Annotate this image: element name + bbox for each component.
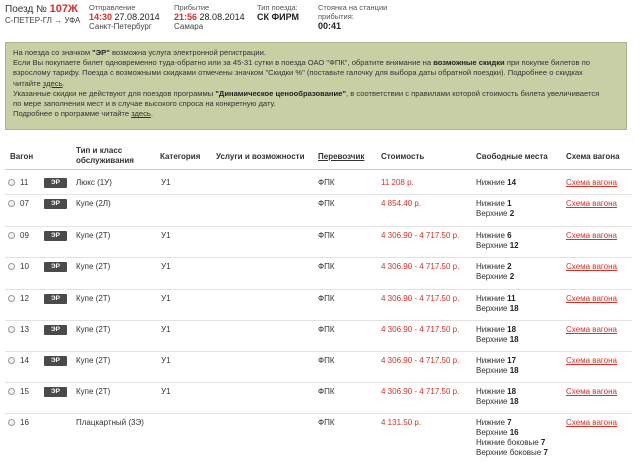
arrival-label: Прибытие — [174, 3, 210, 12]
notice-bold: "ЭР" — [92, 48, 110, 57]
col-type[interactable] — [76, 146, 134, 166]
wagon-number: 14 — [20, 356, 29, 365]
er-badge: ЭР — [44, 231, 67, 241]
seat-kind: Верхние — [476, 304, 510, 313]
wagon-category: У1 — [161, 262, 171, 271]
train-label: Поезд № — [5, 4, 47, 15]
wagon-number: 07 — [20, 199, 29, 208]
seat-kind: Нижние — [476, 387, 508, 396]
notice-bold: возможные скидки — [433, 58, 505, 68]
notice-text: взрослому тарифу. Поезда с возможными скидками отмечены значком "Скидки %" (поставьте галочку для выбора даты обратной поездки). Подробнее о скидках — [13, 68, 583, 78]
wagon-scheme-link[interactable]: Схема вагона — [566, 294, 617, 303]
wagon-price: 11 208 р. — [381, 178, 414, 187]
col-type-line1: Тип и класс — [76, 146, 123, 155]
free-seats-line — [476, 272, 514, 282]
wagon-type: Плацкартный (3Э) — [76, 418, 144, 427]
wagon-number: 13 — [20, 325, 29, 334]
seat-count: 11 — [507, 294, 516, 303]
wagon-category: У1 — [161, 294, 171, 303]
wagon-scheme-link[interactable]: Схема вагона — [566, 231, 617, 240]
table-header — [0, 146, 640, 168]
wagon-select-radio[interactable] — [8, 326, 15, 333]
wagon-select-radio[interactable] — [8, 295, 15, 302]
notice-text: . — [150, 109, 154, 119]
notice-box — [5, 42, 627, 130]
free-seats-line — [476, 428, 519, 438]
wagon-number: 11 — [20, 178, 29, 187]
seat-kind: Верхние боковые — [476, 448, 544, 457]
seat-count: 18 — [507, 325, 517, 334]
row-divider — [5, 194, 632, 195]
wagon-type: Люкс (1У) — [76, 178, 112, 187]
row-divider — [5, 226, 632, 227]
seat-kind: Нижние боковые — [476, 438, 541, 447]
arrival-info — [174, 3, 245, 32]
seat-count: 18 — [509, 366, 519, 375]
wagon-number: 15 — [20, 387, 29, 396]
program-details-link[interactable]: здесь — [131, 109, 151, 119]
stop-value: 00:41 — [318, 21, 342, 31]
seat-count: 16 — [509, 428, 519, 437]
wagon-type: Купе (2Т) — [76, 356, 111, 365]
col-seats[interactable]: Свободные места — [476, 152, 548, 161]
wagon-category: У1 — [161, 231, 171, 240]
seat-kind: Нижние — [476, 178, 508, 187]
free-seats-line — [476, 209, 514, 219]
wagon-select-radio[interactable] — [8, 388, 15, 395]
wagon-price: 4 306.90 - 4 717.50 р. — [381, 262, 460, 271]
er-badge: ЭР — [44, 262, 67, 272]
departure-time: 14:30 — [89, 12, 113, 22]
col-carrier[interactable]: Перевозчик — [318, 152, 365, 161]
table-row — [0, 416, 640, 463]
wagon-scheme-link[interactable]: Схема вагона — [566, 199, 617, 208]
er-badge: ЭР — [44, 178, 67, 188]
wagon-scheme-link[interactable]: Схема вагона — [566, 356, 617, 365]
row-divider — [5, 382, 632, 383]
wagon-scheme-link[interactable]: Схема вагона — [566, 178, 617, 187]
wagon-category: У1 — [161, 178, 171, 187]
free-seats-line — [476, 199, 512, 209]
row-divider — [5, 289, 632, 290]
free-seats-line — [476, 178, 516, 188]
wagon-select-radio[interactable] — [8, 232, 15, 239]
wagon-select-radio[interactable] — [8, 179, 15, 186]
row-divider — [5, 413, 632, 414]
seat-count: 7 — [540, 438, 546, 447]
table-row — [0, 197, 640, 229]
seat-count: 18 — [507, 387, 517, 396]
wagon-carrier: ФПК — [318, 262, 335, 271]
seat-count: 2 — [509, 272, 515, 281]
col-wagon[interactable]: Вагон — [10, 152, 34, 161]
train-route: С-ПЕТЕР-ГЛ → УФА — [5, 16, 81, 25]
wagon-select-radio[interactable] — [8, 200, 15, 207]
seat-count: 2 — [509, 209, 515, 218]
notice-text: возможна услуга электронной регистрации. — [109, 48, 266, 57]
wagon-carrier: ФПК — [318, 387, 335, 396]
table-row — [0, 292, 640, 323]
seat-count: 7 — [543, 448, 548, 457]
departure-date: 27.08.2014 — [114, 12, 160, 22]
seat-kind: Верхние — [476, 335, 510, 344]
arrival-city: Самара — [174, 22, 204, 31]
er-badge: ЭР — [44, 356, 67, 366]
seat-count: 1 — [507, 199, 512, 208]
seat-count: 18 — [509, 335, 519, 344]
col-services: Услуги и возможности — [216, 152, 305, 161]
free-seats-line — [476, 294, 516, 304]
seat-count: 7 — [507, 418, 512, 427]
departure-city: Санкт-Петербург — [89, 22, 152, 31]
notice-bold: "Динамическое ценообразование" — [215, 88, 347, 98]
col-type-line2: обслуживания — [76, 156, 134, 165]
free-seats-line — [476, 325, 516, 335]
seat-kind: Верхние — [476, 397, 510, 406]
header-divider — [5, 169, 632, 170]
wagon-category: У1 — [161, 356, 171, 365]
train-number: 107Ж — [49, 3, 78, 15]
er-badge: ЭР — [44, 325, 67, 335]
wagon-type: Купе (2Т) — [76, 387, 111, 396]
free-seats-line — [476, 304, 519, 314]
notice-text: . — [62, 78, 65, 88]
wagon-scheme-link[interactable]: Схема вагона — [566, 418, 617, 427]
wagon-price: 4 306.90 - 4 717.50 р. — [381, 325, 460, 334]
wagon-carrier: ФПК — [318, 356, 335, 365]
wagon-number: 12 — [20, 294, 29, 303]
notice-text: На поезда со значком — [13, 48, 93, 57]
train-type-label: Тип поезда: — [257, 3, 298, 12]
wagon-price: 4 306.90 - 4 717.50 р. — [381, 231, 460, 240]
table-row — [0, 385, 640, 416]
notice-text: по мере заполнения мест и в случае высокого спроса на конкретную дату. — [13, 99, 276, 109]
seat-count: 14 — [507, 178, 517, 187]
train-type-info — [257, 3, 299, 22]
wagon-carrier: ФПК — [318, 231, 335, 240]
wagon-price: 4 306.90 - 4 717.50 р. — [381, 356, 460, 365]
col-scheme: Схема вагона — [566, 152, 620, 161]
train-type-value: СК ФИРМ — [257, 12, 300, 22]
train-info — [5, 3, 80, 26]
seat-kind: Нижние — [476, 199, 508, 208]
seat-kind: Нижние — [476, 231, 508, 240]
departure-info — [89, 3, 160, 32]
free-seats-line — [476, 231, 512, 241]
free-seats-line — [476, 387, 516, 397]
notice-text: при покупке билетов по — [504, 58, 591, 68]
free-seats-line — [476, 448, 548, 458]
notice-text: Подробнее о программе читайте — [13, 109, 132, 119]
er-badge: ЭР — [44, 199, 67, 209]
wagon-number: 09 — [20, 231, 29, 240]
wagon-category: У1 — [161, 325, 171, 334]
seat-count: 18 — [509, 397, 519, 406]
arrival-date: 28.08.2014 — [199, 12, 245, 22]
wagon-select-radio[interactable] — [8, 263, 15, 270]
seat-count: 12 — [509, 241, 519, 250]
col-price[interactable]: Стоимость — [381, 152, 425, 161]
stop-info — [318, 3, 387, 31]
wagon-carrier: ФПК — [318, 325, 335, 334]
seat-kind: Нижние — [476, 418, 508, 427]
free-seats-line — [476, 241, 519, 251]
table-row — [0, 260, 640, 292]
notice-text: , в соответствии с правилами которой стоимость билета увеличивается — [346, 88, 600, 98]
free-seats-line — [476, 438, 545, 448]
seat-count: 17 — [507, 356, 517, 365]
seat-kind: Нижние — [476, 356, 508, 365]
wagon-price: 4 306.90 - 4 717.50 р. — [381, 387, 460, 396]
discount-details-link[interactable]: здесь — [42, 78, 63, 88]
arrival-time: 21:56 — [174, 12, 198, 22]
row-divider — [5, 320, 632, 321]
wagon-scheme-link[interactable]: Схема вагона — [566, 262, 617, 271]
seat-kind: Нижние — [476, 294, 508, 303]
wagon-price: 4 131.50 р. — [381, 418, 422, 427]
wagon-category: У1 — [161, 387, 171, 396]
seat-count: 18 — [509, 304, 519, 313]
free-seats-line — [476, 356, 516, 366]
wagon-type: Купе (2Т) — [76, 325, 111, 334]
wagon-type: Купе (2Т) — [76, 262, 111, 271]
free-seats-line — [476, 335, 519, 345]
table-row — [0, 354, 640, 385]
free-seats-line — [476, 418, 512, 428]
seat-kind: Верхние — [476, 241, 510, 250]
wagon-scheme-link[interactable]: Схема вагона — [566, 387, 617, 396]
wagon-scheme-link[interactable]: Схема вагона — [566, 325, 617, 334]
row-divider — [5, 351, 632, 352]
wagon-price: 4 306.90 - 4 717.50 р. — [381, 294, 460, 303]
seat-kind: Нижние — [476, 262, 508, 271]
seat-kind: Верхние — [476, 366, 510, 375]
free-seats-line — [476, 262, 512, 272]
wagon-type: Купе (2Т) — [76, 231, 111, 240]
departure-label: Отправление — [89, 3, 136, 12]
row-divider — [5, 257, 632, 258]
wagon-price: 4 854.40 р. — [381, 199, 422, 208]
table-row — [0, 229, 640, 260]
col-category[interactable]: Категория — [160, 152, 201, 161]
wagon-type: Купе (2Т) — [76, 294, 111, 303]
er-badge: ЭР — [44, 294, 67, 304]
wagon-type: Купе (2Л) — [76, 199, 111, 208]
er-badge: ЭР — [44, 387, 67, 397]
wagon-number: 10 — [20, 262, 29, 271]
wagon-carrier: ФПК — [318, 199, 335, 208]
seat-kind: Нижние — [476, 325, 508, 334]
wagon-carrier: ФПК — [318, 418, 335, 427]
seat-count: 2 — [507, 262, 512, 271]
train-header — [0, 0, 640, 40]
wagon-select-radio[interactable] — [8, 419, 15, 426]
wagon-number: 16 — [20, 418, 29, 427]
wagon-carrier: ФПК — [318, 294, 335, 303]
seat-count: 6 — [507, 231, 512, 240]
table-row — [0, 323, 640, 354]
wagon-carrier: ФПК — [318, 178, 335, 187]
free-seats-line — [476, 397, 519, 407]
seat-kind: Верхние — [476, 272, 510, 281]
seat-kind: Верхние — [476, 428, 510, 437]
notice-text: Если Вы покупаете билет одновременно туда-обратно или за 45-31 сутки в поезда ОАО "ФПК", обратите внимание на — [13, 58, 434, 68]
notice-text: Указанные скидки не действуют для поездов программы — [13, 88, 216, 98]
stop-label: Стоянка на станции — [318, 3, 388, 12]
stop-label-2: прибытия: — [318, 12, 354, 21]
notice-text: читайте — [13, 78, 43, 88]
seat-kind: Верхние — [476, 209, 510, 218]
free-seats-line — [476, 366, 519, 376]
wagon-select-radio[interactable] — [8, 357, 15, 364]
